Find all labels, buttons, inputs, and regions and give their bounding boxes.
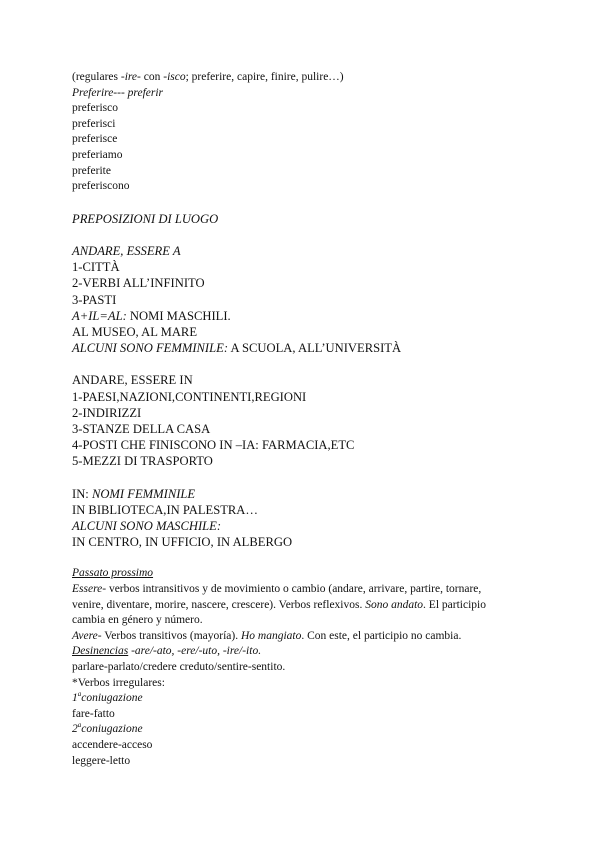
second-conjugation-heading bbox=[72, 722, 532, 738]
conj1-superscript: a bbox=[77, 690, 82, 699]
spacer bbox=[72, 356, 532, 372]
essere-tail: . El participio cambia en género y número. bbox=[72, 598, 486, 627]
participle-examples: parlare-parlato/credere creduto/sentire-sentito. bbox=[72, 660, 286, 673]
irregular-verb-item: fare-fatto bbox=[72, 707, 115, 720]
essere-text: - verbos intransitivos y de movimiento o cambio (andare, arrivare, partire, tornare, venire, diventare, morire, nascere, crescere). Verbos reflexivos. bbox=[72, 583, 482, 611]
spacer bbox=[72, 195, 532, 211]
a-feminine-examples: A SCUOLA, ALL’UNIVERSITÀ bbox=[228, 341, 402, 356]
avere-example: Ho mangiato bbox=[240, 629, 302, 642]
in-feminine-label: NOMI FEMMINILE bbox=[91, 486, 196, 501]
in-list-item: 5-MEZZI DI TRASPORTO bbox=[72, 454, 213, 469]
in-list-item: 4-POSTI CHE FINISCONO IN –IA: FARMACIA,ETC bbox=[72, 438, 355, 453]
a-list-item: 2-VERBI ALL’INFINITO bbox=[72, 276, 205, 291]
a-list-item: 3-PASTI bbox=[72, 292, 117, 307]
essere-example: Sono andato bbox=[365, 598, 424, 611]
passato-prossimo-title: Passato prossimo bbox=[72, 567, 154, 580]
conjugation-item: preferite bbox=[72, 164, 111, 177]
in-masculine-label: ALCUNI SONO MASCHILE: bbox=[72, 519, 222, 533]
conjugation-item: preferiscono bbox=[72, 180, 130, 193]
first-conjugation-heading bbox=[72, 691, 532, 707]
preferire-heading: Preferire--- preferir bbox=[72, 86, 164, 99]
conjugation-item: preferisce bbox=[72, 133, 118, 146]
conjugation-item: preferisci bbox=[72, 117, 116, 130]
intro-con: con bbox=[140, 71, 164, 83]
irregular-verb-item: leggere-letto bbox=[72, 754, 131, 767]
desinencias-text: -are/-ato, -ere/-uto, -ire/-ito. bbox=[128, 645, 262, 658]
preposizioni-title: PREPOSIZIONI DI LUOGO bbox=[72, 211, 219, 226]
a-rule-formula: A+IL=AL: bbox=[72, 308, 127, 323]
document-page bbox=[72, 70, 532, 769]
intro-ire: -ire- bbox=[120, 71, 141, 83]
a-feminine-label: ALCUNI SONO FEMMINILE: bbox=[72, 341, 229, 356]
conj2-label: coniugazione bbox=[81, 723, 143, 736]
in-feminine-examples: IN BIBLIOTECA,IN PALESTRA… bbox=[72, 502, 258, 517]
intro-line bbox=[72, 70, 532, 86]
avere-word: Avere bbox=[72, 629, 98, 642]
a-feminine-line bbox=[72, 340, 532, 356]
desinencias-label: Desinencias bbox=[72, 645, 129, 658]
conj2-superscript: a bbox=[77, 721, 82, 730]
essere-word: Essere bbox=[72, 583, 103, 595]
irregular-verb-item: accendere-acceso bbox=[72, 738, 153, 751]
conj1-number: 1 bbox=[72, 692, 78, 705]
conj1-label: coniugazione bbox=[81, 692, 143, 705]
in-list-item: 2-INDIRIZZI bbox=[72, 405, 142, 420]
intro-text: (regulares bbox=[72, 71, 121, 83]
a-rule-text: NOMI MASCHILI. bbox=[126, 308, 231, 323]
intro-examples: ; preferire, capire, finire, pulire…) bbox=[185, 71, 344, 83]
spacer bbox=[72, 227, 532, 243]
desinencias-line bbox=[72, 644, 532, 660]
irregular-verbs-label: *Verbos irregulares: bbox=[72, 676, 165, 689]
conjugation-item: preferisco bbox=[72, 102, 118, 115]
a-examples: AL MUSEO, AL MARE bbox=[72, 324, 198, 339]
avere-paragraph bbox=[72, 629, 532, 645]
in-feminine-prefix: IN: bbox=[72, 486, 92, 501]
in-feminine-line bbox=[72, 486, 532, 502]
a-list-item: 1-CITTÀ bbox=[72, 260, 120, 275]
essere-paragraph bbox=[72, 582, 512, 629]
avere-tail: . Con este, el participio no cambia. bbox=[301, 629, 462, 642]
conjugation-item: preferiamo bbox=[72, 148, 123, 161]
a-rule-line bbox=[72, 308, 532, 324]
conj2-number: 2 bbox=[72, 723, 78, 736]
in-list-item: 3-STANZE DELLA CASA bbox=[72, 421, 211, 436]
andare-in-title: ANDARE, ESSERE IN bbox=[72, 373, 193, 388]
spacer bbox=[72, 550, 532, 566]
andare-a-title: ANDARE, ESSERE A bbox=[72, 243, 181, 258]
in-masculine-examples: IN CENTRO, IN UFFICIO, IN ALBERGO bbox=[72, 535, 293, 550]
intro-isco: -isco bbox=[163, 71, 186, 83]
in-list-item: 1-PAESI,NAZIONI,CONTINENTI,REGIONI bbox=[72, 389, 307, 404]
spacer bbox=[72, 470, 532, 486]
avere-text: - Verbos transitivos (mayoría). bbox=[97, 629, 241, 642]
